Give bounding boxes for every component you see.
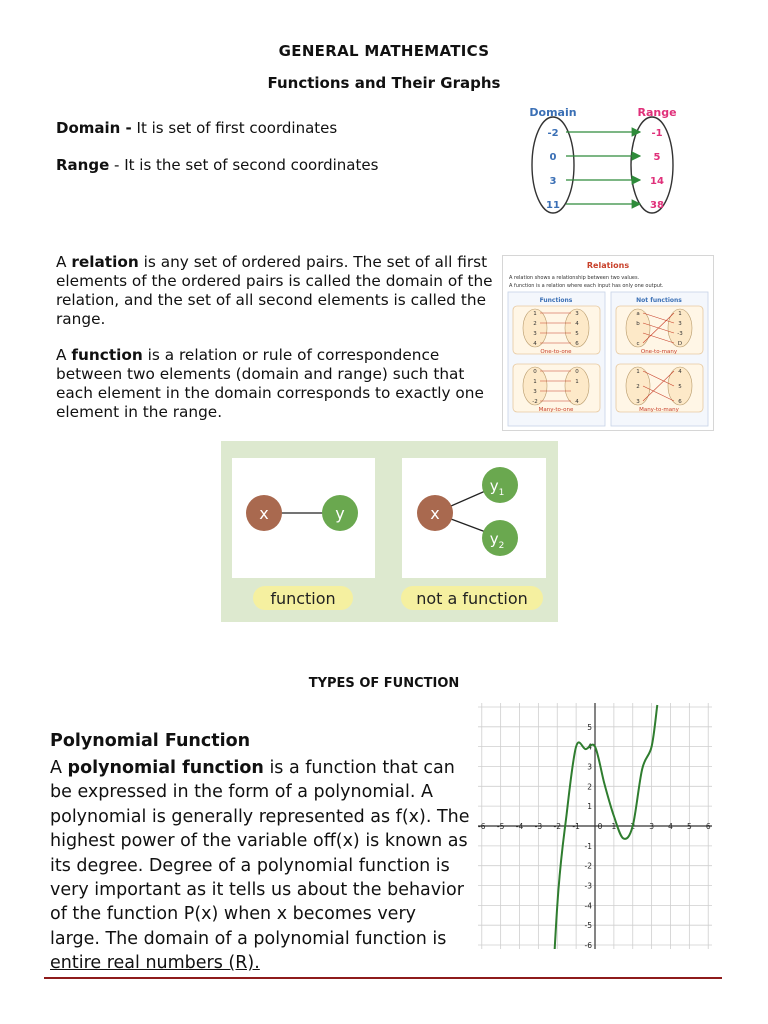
function-text: is a relation or rule of correspondence between two elements (domain and range) such that each element in the domain corresponds to exactly one element in the range. xyxy=(56,346,484,421)
relation-right-value: 6 xyxy=(575,341,579,347)
relations-title: Relations xyxy=(586,261,630,270)
range-value: -1 xyxy=(651,128,663,139)
bottom-rule xyxy=(44,977,722,979)
domain-value: 0 xyxy=(549,152,557,163)
relation-right-value: 4 xyxy=(575,321,579,327)
relation-right-value: 1 xyxy=(678,311,682,317)
range-value: 38 xyxy=(650,200,664,211)
range-text: - It is the set of second coordinates xyxy=(109,156,379,174)
function-figure-svg xyxy=(221,441,558,622)
relation-panel xyxy=(513,364,600,413)
polynomial-text: is a function that can be expressed in the form of a polynomial. A polynomial is generally represented as f(x). The highest power of the variable off(x) is known as its degree. Degree of a polynomial function is very important as it tells us about the behavior of the function P(x) when x becomes very large. The domain of a polynomial function is xyxy=(50,758,470,949)
x-tick-label: 6 xyxy=(705,822,711,831)
polynomial-term: polynomial function xyxy=(67,758,264,778)
y-tick-label: 4 xyxy=(587,742,592,752)
x-tick-label: 4 xyxy=(668,822,673,831)
relation-right-value: 4 xyxy=(678,369,682,375)
x-tick-label: 2 xyxy=(630,822,636,831)
range-value: 5 xyxy=(653,152,661,163)
relation-panel-caption: One-to-one xyxy=(540,349,572,355)
y-tick-label: -3 xyxy=(584,881,592,891)
functions-header: Functions xyxy=(539,297,573,304)
not-function-y2-label: $y_2$ xyxy=(489,530,505,551)
relation-right-value: 5 xyxy=(575,331,579,337)
relation-left-value: 1 xyxy=(533,379,537,385)
relation-right-value: 1 xyxy=(575,379,579,385)
relation-left-value: 1 xyxy=(636,369,640,375)
x-tick-label: -5 xyxy=(496,822,505,831)
relation-right-value: 5 xyxy=(678,384,682,390)
domain-value: 3 xyxy=(549,176,557,187)
y-tick-label: -6 xyxy=(584,941,592,949)
relation-right-value: 4 xyxy=(575,399,579,405)
function-pre: A xyxy=(56,346,72,364)
not-function-y1-label: $y_1$ xyxy=(489,477,505,498)
relation-left-value: 3 xyxy=(533,331,537,337)
x-tick-label: 0 xyxy=(597,822,603,831)
relation-right-value: 3 xyxy=(575,311,579,317)
relation-left-value: 1 xyxy=(533,311,537,317)
x-tick-label: -1 xyxy=(572,822,580,831)
not-function-x-label: x xyxy=(430,504,440,523)
function-vs-not-function-figure xyxy=(221,441,558,622)
x-tick-label: -3 xyxy=(534,822,543,831)
relations-figure xyxy=(502,255,714,431)
relation-term: relation xyxy=(71,253,139,271)
relation-left-value: 0 xyxy=(533,369,537,375)
y-tick-label: -4 xyxy=(584,901,592,911)
y-tick-label: -2 xyxy=(584,861,592,871)
document-subtitle: Functions and Their Graphs xyxy=(267,74,501,92)
domain-text: It is set of first coordinates xyxy=(131,119,338,137)
function-y-label: y xyxy=(335,504,345,523)
mapping-range-label: Range xyxy=(637,106,677,119)
polynomial-body xyxy=(50,756,470,976)
x-tick-label: 5 xyxy=(686,822,692,831)
range-term: Range xyxy=(56,156,110,174)
y-tick-label: 3 xyxy=(587,762,592,772)
x-tick-label: -4 xyxy=(515,822,524,831)
domain-value: -2 xyxy=(547,128,559,139)
domain-term: Domain - xyxy=(56,119,132,137)
polynomial-title: Polynomial Function xyxy=(50,731,251,751)
relation-left-value: 3 xyxy=(636,399,640,405)
function-term: function xyxy=(71,346,143,364)
y-tick-label: -5 xyxy=(584,921,592,931)
not-function-caption: not a function xyxy=(416,589,528,608)
x-tick-label: 1 xyxy=(611,822,617,831)
relation-panel xyxy=(616,364,703,413)
relation-panel xyxy=(513,306,600,355)
relation-panel-caption: Many-to-many xyxy=(639,407,679,413)
relations-line2: A function is a relation where each input has only one output. xyxy=(509,283,664,289)
relation-pre: A xyxy=(56,253,72,271)
relation-left-value: c xyxy=(636,341,640,347)
polynomial-pre: A xyxy=(50,758,68,778)
relations-figure-svg xyxy=(503,256,713,430)
relation-right-value: -3 xyxy=(677,331,683,337)
relation-text: is any set of ordered pairs. The set of all first elements of the ordered pairs is called the domain of the relation, and the set of all second elements is called the range. xyxy=(56,253,493,328)
types-of-function-heading: TYPES OF FUNCTION xyxy=(308,676,460,691)
relation-left-value: 4 xyxy=(533,341,537,347)
relation-left-value: 2 xyxy=(533,321,537,327)
x-tick-label: -6 xyxy=(478,822,486,831)
domain-definition xyxy=(56,119,337,137)
domain-range-mapping-diagram xyxy=(500,102,715,218)
relation-panel-caption: One-to-many xyxy=(640,349,678,355)
function-paragraph xyxy=(56,346,496,422)
document-title: GENERAL MATHEMATICS xyxy=(278,42,490,60)
not-functions-header: Not functions xyxy=(636,297,682,304)
relation-panel xyxy=(616,306,703,355)
relation-left-value: -2 xyxy=(532,399,538,405)
relation-left-value: b xyxy=(636,321,640,327)
polynomial-domain-text: entire real numbers (R). xyxy=(50,953,260,974)
relation-right-value: 3 xyxy=(678,321,682,327)
relation-left-value: 2 xyxy=(636,384,640,390)
y-tick-label: 2 xyxy=(587,782,592,792)
y-tick-label: -1 xyxy=(584,841,592,851)
range-definition xyxy=(56,156,378,174)
y-tick-label: 1 xyxy=(587,802,592,812)
x-tick-label: -2 xyxy=(553,822,562,831)
function-x-label: x xyxy=(259,504,269,523)
polynomial-graph xyxy=(478,703,712,949)
relation-panel-caption: Many-to-one xyxy=(538,407,574,413)
range-value: 14 xyxy=(650,176,664,187)
relation-right-value: 0 xyxy=(575,369,579,375)
y-tick-label: 5 xyxy=(587,722,592,732)
relation-left-value: a xyxy=(636,311,640,317)
relation-right-value: D xyxy=(677,341,683,347)
x-tick-label: 3 xyxy=(649,822,655,831)
function-caption: function xyxy=(270,589,336,608)
relation-left-value: 3 xyxy=(533,389,537,395)
relations-line1: A relation shows a relationship between two values. xyxy=(509,275,640,281)
domain-value: 11 xyxy=(546,200,560,211)
relation-paragraph xyxy=(56,253,496,329)
mapping-domain-label: Domain xyxy=(529,106,577,119)
relation-right-value: 6 xyxy=(678,399,682,405)
